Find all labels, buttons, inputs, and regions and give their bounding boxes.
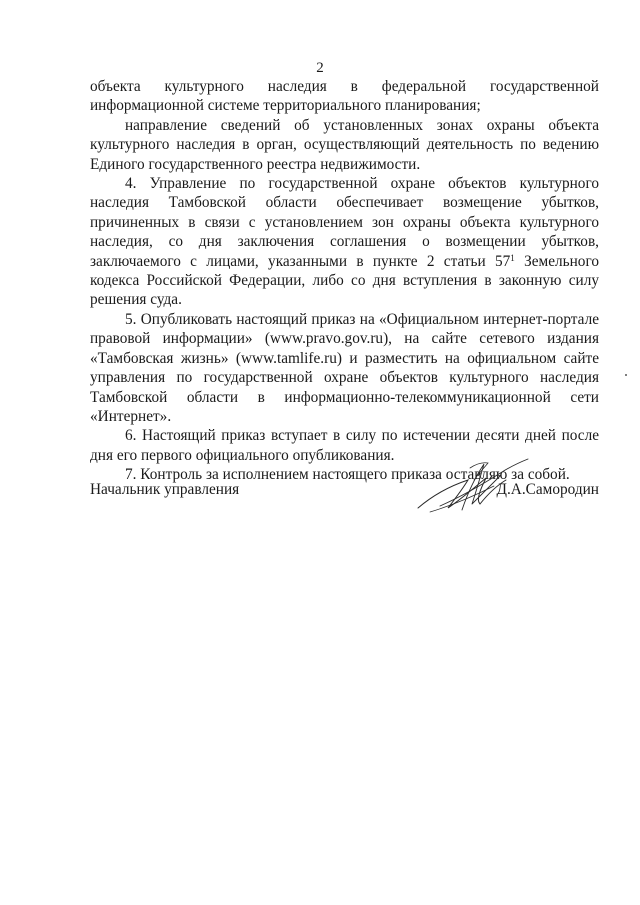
paragraph-item-6-effective-date: 6. Настоящий приказ вступает в силу по истечении десяти дней после дня его первого официального опубликования. [90, 427, 599, 464]
paragraph-item-4-damages [90, 174, 599, 310]
paragraph-item-7-control: 7. Контроль за исполнением настоящего приказа оставляю за собой. [125, 466, 570, 484]
signer-position: Начальник управления [90, 481, 240, 498]
document-body [90, 77, 599, 485]
article-superscript: 1 [510, 252, 515, 263]
margin-speck [625, 374, 627, 376]
paragraph-registry-transfer: направление сведений об установленных зонах охраны объекта культурного наследия в орган, осуществляющий деятельность по ведению Единого государственного реестра недвижимости. [90, 116, 599, 173]
item-4-text-start: 4. Управление по государственной охране объектов культурного наследия Тамбовской области обеспечивает возмещение убытков, причиненных в связи с установлением зон охраны объекта культурного наследия, со дня заключения соглашения о возмещении убытков, заключаемого с лицами, указанными в пункте 2 статьи 57 [90, 175, 599, 270]
paragraph-geoinfo-system: объекта культурного наследия в федеральной государственной информационной системе территориального планирования; [90, 78, 599, 115]
page-number: 2 [316, 60, 324, 76]
handwritten-signature [410, 450, 535, 520]
signer-name: Д.А.Самородин [496, 481, 599, 498]
item-4-text-end: Земельного кодекса Российской Федерации, либо со дня вступления в законную силу решения суда. [90, 252, 599, 309]
paragraph-item-5-publication: 5. Опубликовать настоящий приказ на «Официальном интернет-портале правовой информации» (www.pravo.gov.ru), на сайте сетевого издания «Тамбовская жизнь» (www.tamlife.ru) и разместить на официальном сайте управления по государственной охране объектов культурного наследия Тамбовской области в информационно-телекоммуникационной сети «Интернет». [90, 310, 599, 425]
